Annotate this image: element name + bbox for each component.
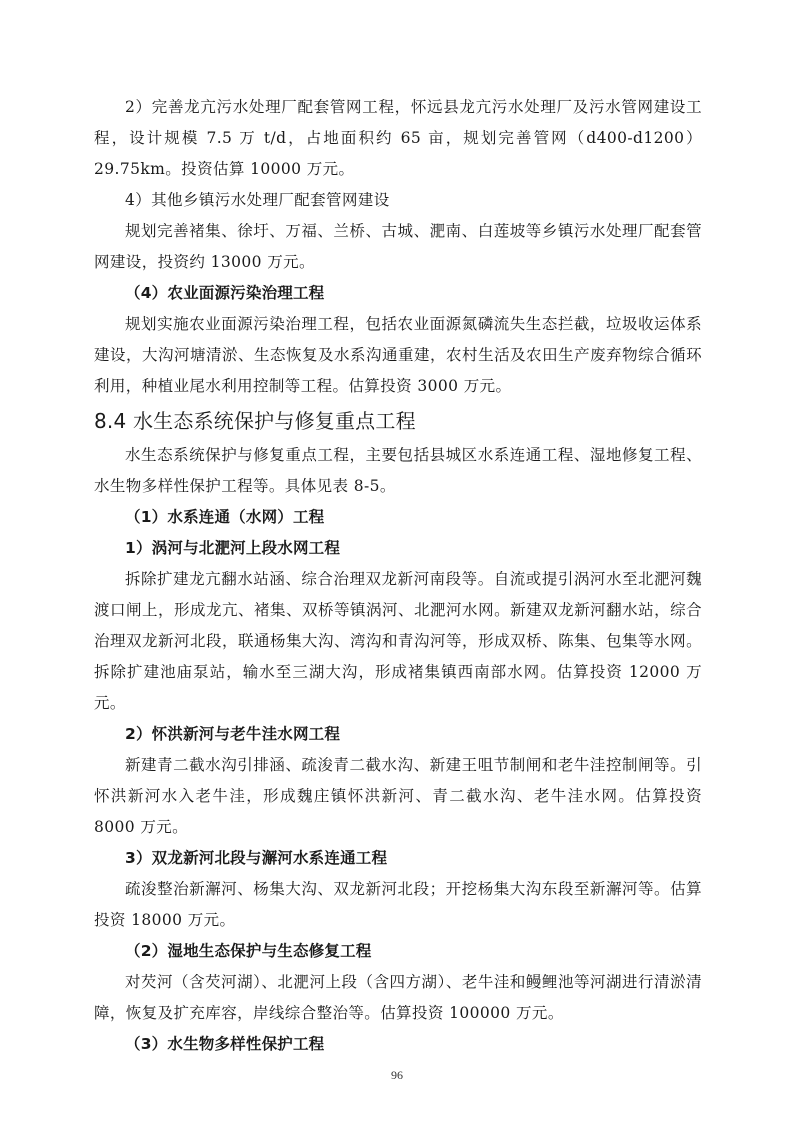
page-number: 96	[391, 1068, 403, 1082]
paragraph-wetland: 对芡河（含芡河湖）、北淝河上段（含四方湖）、老牛洼和鳗鲤池等河湖进行清淤清障，恢复及扩充库容，岸线综合整治等。估算投资 100000 万元。	[94, 973, 702, 1022]
body-text	[94, 92, 702, 1060]
paragraph-guohe-beifeihe: 拆除扩建龙亢翻水站涵、综合治理双龙新河南段等。自流或提引涡河水至北淝河魏渡口闸上，形成龙亢、褚集、双桥等镇涡河、北淝河水网。新建双龙新河翻水站，综合治理双龙新河北段，联通杨集大沟、湾沟和青沟河等，形成双桥、陈集、包集等水网。拆除扩建池庙泵站，输水至三湖大沟，形成褚集镇西南部水网。估算投资 12000 万元。	[94, 570, 702, 712]
heading-agri-pollution: （4）农业面源污染治理工程	[125, 284, 325, 302]
paragraph-huaihong-laoniuwa: 新建青二截水沟引排涵、疏浚青二截水沟、新建王咀节制闸和老牛洼控制闸等。引怀洪新河水入老牛洼，形成魏庄镇怀洪新河、青二截水沟、老牛洼水网。估算投资 8000 万元。	[94, 756, 702, 836]
paragraph-agri-pollution: 规划实施农业面源污染治理工程，包括农业面源氮磷流失生态拦截，垃圾收运体系建设，大沟河塘清淤、生态恢复及水系沟通重建，农村生活及农田生产废弃物综合循环利用，种植业尾水利用控制等工程。估算投资 3000 万元。	[94, 315, 702, 395]
section-title-8-4: 8.4 水生态系统保护与修复重点工程	[94, 409, 416, 433]
heading-wetland: （2）湿地生态保护与生态修复工程	[125, 942, 372, 960]
paragraph-section-intro: 水生态系统保护与修复重点工程，主要包括县城区水系连通工程、湿地修复工程、水生物多样性保护工程等。具体见表 8-5。	[94, 446, 702, 495]
heading-guohe-beifeihe: 1）涡河与北淝河上段水网工程	[125, 539, 341, 557]
subheading-other-towns: 4）其他乡镇污水处理厂配套管网建设	[125, 191, 390, 209]
heading-water-network: （1）水系连通（水网）工程	[125, 508, 325, 526]
paragraph-other-towns: 规划完善褚集、徐圩、万福、兰桥、古城、淝南、白莲坡等乡镇污水处理厂配套管网建设，投资约 13000 万元。	[94, 222, 702, 271]
paragraph-longkang-pipeline: 2）完善龙亢污水处理厂配套管网工程，怀远县龙亢污水处理厂及污水管网建设工程，设计规模 7.5 万 t/d，占地面积约 65 亩，规划完善管网（d400-d1200）29.75km。投资估算 10000 万元。	[94, 98, 702, 178]
heading-shuanglong-xiehe: 3）双龙新河北段与澥河水系连通工程	[125, 849, 388, 867]
heading-huaihong-laoniuwa: 2）怀洪新河与老牛洼水网工程	[125, 725, 341, 743]
heading-biodiversity: （3）水生物多样性保护工程	[125, 1035, 325, 1053]
paragraph-shuanglong-xiehe: 疏浚整治新澥河、杨集大沟、双龙新河北段；开挖杨集大沟东段至新澥河等。估算投资 18000 万元。	[94, 880, 702, 929]
